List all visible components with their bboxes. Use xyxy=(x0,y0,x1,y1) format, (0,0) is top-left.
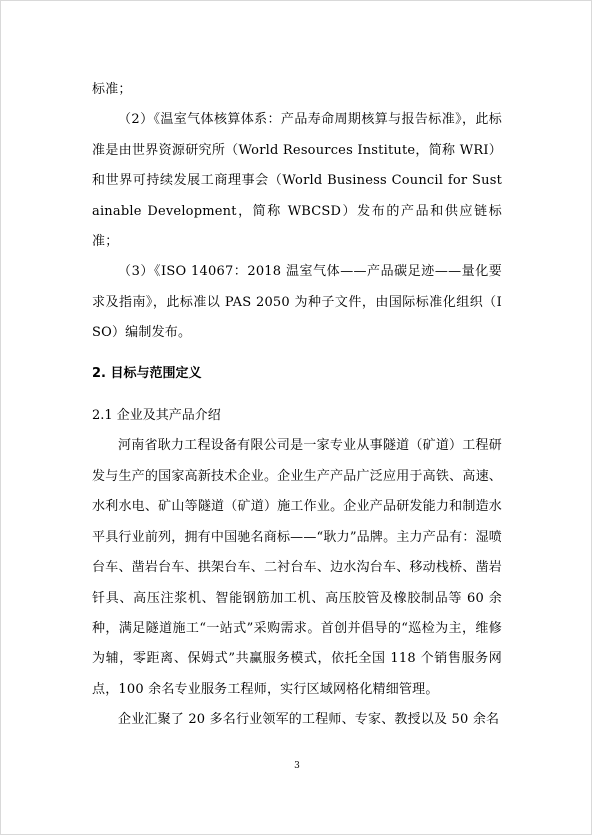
paragraph-company-team: 企业汇聚了 20 多名行业领军的工程师、专家、教授以及 50 余名 xyxy=(118,712,500,728)
paragraph-standard-2: （2）《温室气体核算体系：产品寿命周期核算与报告标准》，此标准是由世界资源研究所（World Resources Institute，简称 WRI）和世界可持续发展工商理事会（World Business Council for Sustainable Development，简称 WBCSD）发布的产品和供应链标准； xyxy=(92,112,502,250)
page-content xyxy=(92,75,502,736)
paragraph-continuation: 标准； xyxy=(92,82,132,97)
subsection-heading: 2.1 企业及其产品介绍 xyxy=(92,408,221,424)
page-number: 3 xyxy=(294,761,300,771)
paragraph-standard-3: （3）《ISO 14067：2018 温室气体——产品碳足迹——量化要求及指南》，此标准以 PAS 2050 为种子文件，由国际标准化组织（ISO）编制发布。 xyxy=(92,264,502,341)
paragraph-company-intro: 河南省耿力工程设备有限公司是一家专业从事隧道（矿道）工程研发与生产的国家高新技术企业。企业生产产品广泛应用于高铁、高速、水利水电、矿山等隧道（矿道）施工作业。企业产品研发能力和制造水平具行业前列，拥有中国驰名商标——“耿力”品牌。主力产品有：湿喷台车、凿岩台车、拱架台车、二衬台车、边水沟台车、移动栈桥、凿岩钎具、高压注浆机、智能钢筋加工机、高压胶管及橡胶制品等 60 余种，满足隧道施工“一站式”采购需求。首创并倡导的“巡检为主，维修为辅，零距离、保姆式”共赢服务模式，依托全国 118 个销售服务网点，100 余名专业服务工程师，实行区域网格化精细管理。 xyxy=(92,438,502,697)
section-heading: 2. 目标与范围定义 xyxy=(92,365,202,381)
